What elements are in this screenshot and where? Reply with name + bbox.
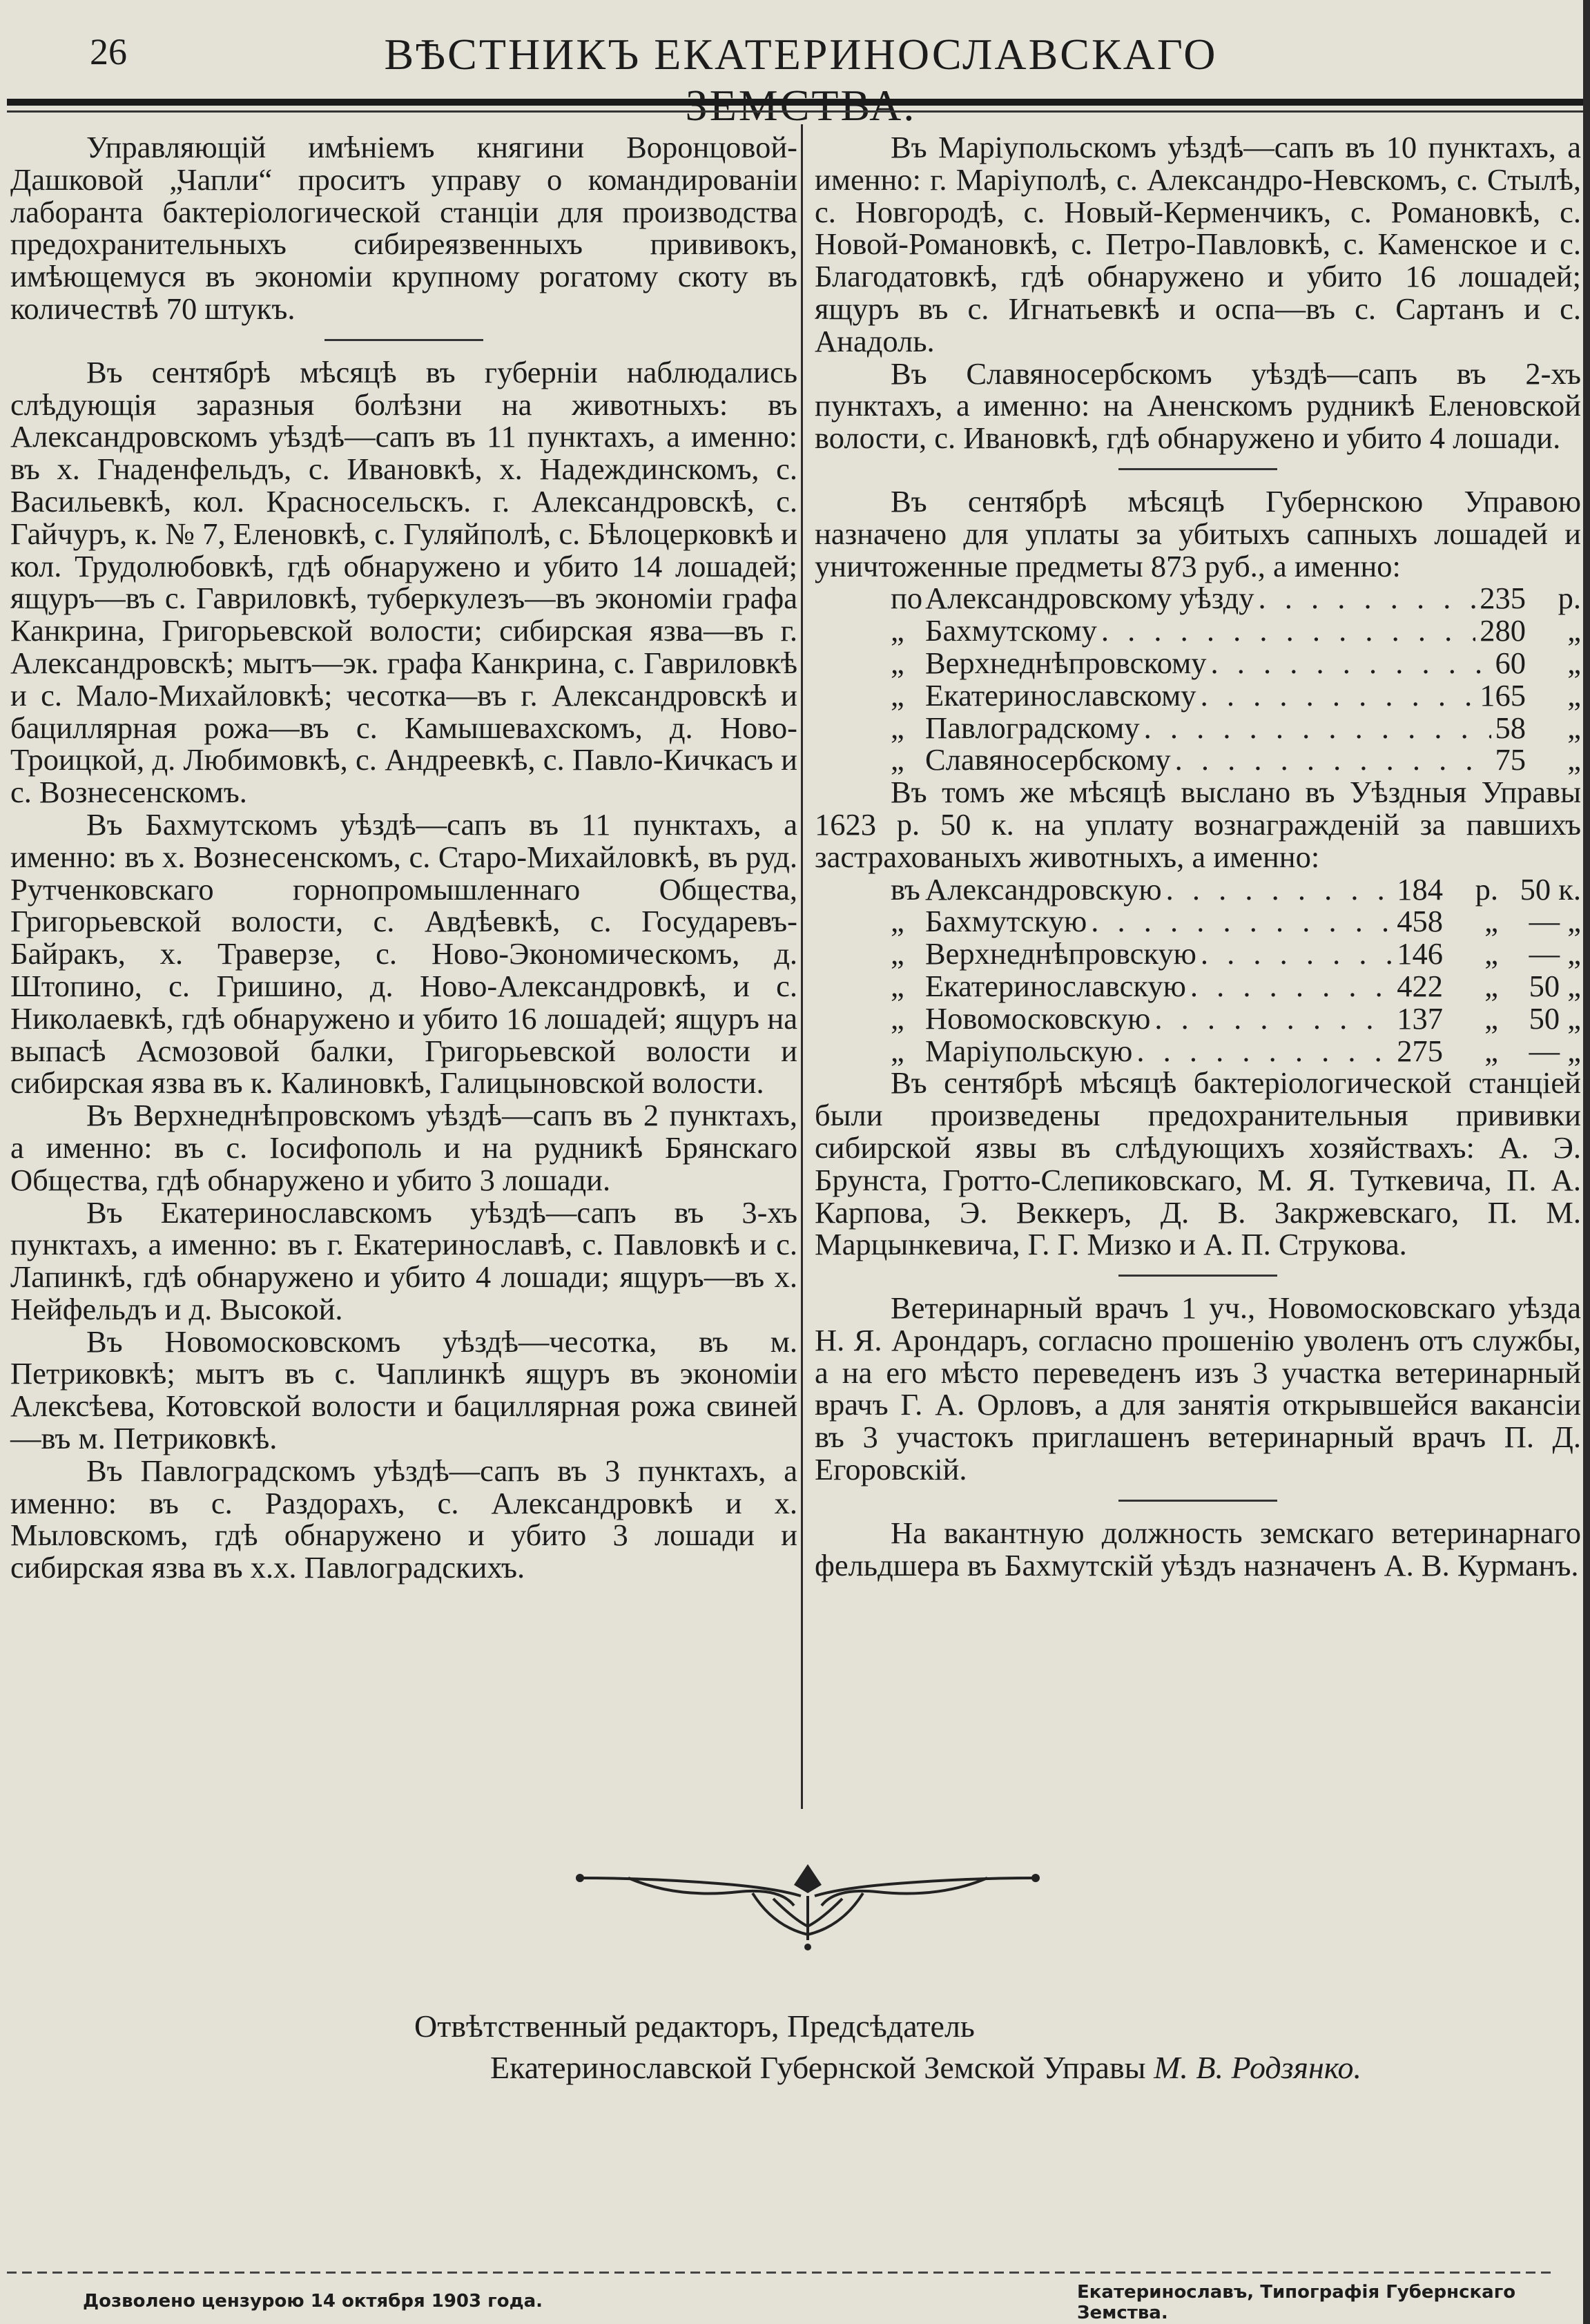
unit: „: [1567, 645, 1581, 680]
unit: „: [1484, 1000, 1498, 1036]
amount: 422: [1397, 968, 1443, 1003]
district-name: Екатеринославскую: [925, 968, 1186, 1003]
page-number: 26: [90, 31, 127, 72]
kopecks: — „: [1529, 904, 1581, 939]
column-divider: [801, 124, 803, 1809]
paragraph-feldsher: На вакантную должность земскаго ветеринарнаго фельдшера въ Бахмутскій уѣздъ назначенъ А. В. Курманъ.: [815, 1515, 1581, 1582]
paragraph-pavlograd: Въ Павлоградскомъ уѣздѣ—сапъ въ 3 пунктахъ, а именно: въ с. Раздорахъ, с. Александровкѣ и х. Мыловскомъ, гдѣ обнаружено и убито 3 лошади и сибирская язва въ х.х. Павлоградскихъ.: [10, 1453, 797, 1585]
amount: 280: [1480, 613, 1526, 648]
signature-line-1: Отвѣтственный редакторъ, Предсѣдатель: [414, 2008, 975, 2044]
list-item: [815, 1035, 1581, 1067]
unit: „: [1484, 1033, 1498, 1068]
paragraph-bakhmut: Въ Бахмутскомъ уѣздѣ—сапъ въ 11 пунктахъ, а именно: въ х. Вознесенскомъ, с. Старо-Михайловкѣ, въ руд. Рутченковскаго горнопромышленнаго Общества, Григорьевской волости, с. Авдѣевкѣ, с. Государевъ-Байракъ, х. Траверзе, с. Ново-Экономическомъ, д. Штопино, с. Гришино, д. Ново-Александровкѣ, и с. Николаевкѣ, гдѣ обнаружено и убито 16 лошадей; ящуръ на выпасѣ Асмозовой балки, Григорьевской волости и сибирская язва въ к. Калиновкѣ, Галицыновской волости.: [10, 806, 797, 1101]
leader-dots: [1154, 1003, 1393, 1035]
list-prefix: „: [891, 710, 904, 745]
list-prefix: „: [891, 968, 904, 1003]
amount: 58: [1495, 710, 1526, 745]
unit: р.: [1475, 871, 1498, 907]
leader-dots: [1211, 647, 1491, 679]
district-name: Бахмутскую: [925, 904, 1087, 939]
unit: „: [1567, 613, 1581, 648]
kopecks: 50 к.: [1520, 871, 1581, 907]
paragraph-payments-intro: Въ сентябрѣ мѣсяцѣ Губернскою Управою назначено для уплаты за убитыхъ сапныхъ лошадей и уничтоженные предметы 873 руб., а именно:: [815, 483, 1581, 583]
leader-dots: [1201, 938, 1393, 970]
paragraph-vet-transfer: Ветеринарный врачъ 1 уч., Новомосковскаго уѣзда Н. Я. Арондаръ, согласно прошенію уволенъ отъ службы, а на его мѣсто переведенъ изъ 3 участка ветеринарный врачъ Г. А. Орловъ, а для занятія открывшейся вакансіи въ 3 участокъ приглашенъ ветеринарный врачъ П. Д. Егоровскій.: [815, 1290, 1581, 1487]
unit: „: [1567, 742, 1581, 777]
leader-dots: [1144, 712, 1491, 744]
leader-dots: [1166, 873, 1393, 906]
paragraph-vorontsova-request: Управляющій имѣніемъ княгини Воронцовой-Дашковой „Чапли“ проситъ управу о командированіи лаборанта бактеріологической станціи для производства предохранительныхъ сибиреязвенныхъ прививокъ, имѣющемуся въ экономіи крупному рогатому скоту въ количествѣ 70 штукъ.: [10, 130, 797, 326]
list-prefix: „: [891, 613, 904, 648]
district-name: Верхнеднѣпровскому: [925, 645, 1207, 680]
signature-board: Екатеринославской Губернской Земской Управы: [490, 2050, 1146, 2085]
list-item: [815, 873, 1581, 906]
amount: 146: [1397, 936, 1443, 971]
leader-dots: [1101, 614, 1475, 647]
paragraph-novomoskovsk: Въ Новомосковскомъ уѣздѣ—чесотка, въ м. Петриковкѣ; мытъ въ с. Чаплинкѣ ящуръ въ экономіи Алексѣева, Котовской волости и бациллярная рожа свиней—въ м. Петриковкѣ.: [10, 1324, 797, 1456]
leader-dots: [1175, 744, 1491, 776]
leader-dots: [1091, 905, 1393, 938]
censorship-note: Дозволено цензурою 14 октября 1903 года.: [83, 2291, 543, 2312]
district-name: Александровскому уѣзду: [925, 581, 1254, 616]
unit: р.: [1558, 581, 1581, 616]
printer-note: Екатеринославъ, Типографія Губернскаго Земства.: [1077, 2282, 1516, 2323]
amount: 275: [1397, 1033, 1443, 1068]
list-prefix: „: [891, 1000, 904, 1036]
page-header: [0, 21, 1590, 104]
left-column: [10, 131, 797, 1584]
list-item: [815, 938, 1581, 970]
list-prefix: „: [891, 904, 904, 939]
list-item: [815, 679, 1581, 712]
editor-signature: [414, 2006, 1519, 2089]
journal-title: ВѢСТНИКЪ ЕКАТЕРИНОСЛАВСКАГО: [384, 30, 1218, 79]
unit: „: [1484, 904, 1498, 939]
payments-list: [815, 582, 1581, 776]
amount: 165: [1480, 677, 1526, 713]
district-name: Бахмутскому: [925, 613, 1097, 648]
district-name: Екатеринославскому: [925, 677, 1196, 713]
section-separator: [1118, 1500, 1277, 1502]
district-name: Александровскую: [925, 871, 1162, 907]
district-name: Маріупольскую: [925, 1033, 1133, 1068]
paragraph-diseases-alexandrovsk: Въ сентябрѣ мѣсяцѣ въ губерніи наблюдались слѣдующія заразныя болѣзни на животныхъ: въ Александровскомъ уѣздѣ—сапъ въ 11 пунктахъ, а именно: въ х. Гнаденфельдъ, с. Ивановкѣ, х. Надеждинскомъ, с. Васильевкѣ, кол. Красносельскъ. г. Александровскѣ, с. Гайчуръ, к. № 7, Еленовкѣ, с. Гуляйполѣ, с. Бѣлоцерковкѣ и кол. Трудолюбовкѣ, гдѣ обнаружено и убито 14 лошадей; ящуръ—въ с. Гавриловкѣ, туберкулезъ—въ экономіи графа Канкрина, Григорьевской волости; сибирская язва—въ г. Александровскѣ; мытъ—эк. графа Канкрина, с. Гавриловкѣ и с. Мало-Михайловкѣ; чесотка—въ г. Александровскѣ и бациллярная рожа—въ с. Камышевахскомъ, д. Ново-Троицкой, д. Любимовкѣ, с. Андреевкѣ, с. Павло-Кичкасъ и с. Вознесенскомъ.: [10, 354, 797, 810]
editor-name: М. В. Родзянко.: [1154, 2050, 1362, 2085]
list-item: [815, 1000, 1581, 1036]
paragraph-vaccinations: Въ сентябрѣ мѣсяцѣ бактеріологической станціей были произведены предохранительныя прививки сибирской язвы въ слѣдующихъ хозяйствахъ: А. Э. Брунста, Гротто-Слепиковскаго, М. Я. Туткевича, П. А. Карпова, Э. Веккеръ, Д. В. Закржевскаго, П. М. Марцынкевича, Г. Г. Мизко и А. П. Струкова.: [815, 1065, 1581, 1262]
leader-dots: [1259, 582, 1476, 614]
signature-line-2: [414, 2047, 1519, 2089]
list-prefix: „: [891, 936, 904, 971]
list-prefix: „: [891, 645, 904, 680]
amount: 137: [1397, 1000, 1443, 1036]
amount: 184: [1397, 871, 1443, 907]
unit: „: [1567, 710, 1581, 745]
amount: 235: [1480, 581, 1526, 616]
section-separator: [1118, 1275, 1277, 1277]
kopecks: — „: [1529, 936, 1581, 971]
footer-rule: [7, 2272, 1553, 2274]
unit: „: [1484, 936, 1498, 971]
list-prefix: „: [891, 742, 904, 777]
paragraph-mariupol: Въ Маріупольскомъ уѣздѣ—сапъ въ 10 пунктахъ, а именно: г. Маріуполѣ, с. Александро-Невскомъ, с. Стылѣ, с. Новгородѣ, с. Новый-Керменчикъ, с. Романовкѣ, с. Новой-Романовкѣ, с. Петро-Павловкѣ, с. Каменское и с. Благодатовкѣ, гдѣ обнаружено и убито 16 лошадей; ящуръ въ с. Игнатьевкѣ и оспа—въ с. Сартанъ и с. Анадоль.: [815, 130, 1581, 358]
amount: 60: [1495, 645, 1526, 680]
leader-dots: [1190, 970, 1393, 1003]
section-separator: [324, 339, 483, 341]
list-item: [815, 647, 1581, 679]
district-name: Павлоградскому: [925, 710, 1140, 745]
list-item: [815, 712, 1581, 744]
district-name: Славяносербскому: [925, 742, 1171, 777]
list-item: [815, 614, 1581, 647]
paragraph-ekaterinoslav: Въ Екатеринославскомъ уѣздѣ—сапъ въ 3-хъ пунктахъ, а именно: въ г. Екатеринославѣ, с. Павловкѣ и с. Лапинкѣ, гдѣ обнаружено и убито 4 лошади; ящуръ—въ х. Нейфельдъ и д. Высокой.: [10, 1194, 797, 1326]
leader-dots: [1136, 1035, 1393, 1067]
ornament-flourish-icon: [566, 1857, 1049, 1954]
leader-dots: [1201, 679, 1476, 712]
district-name: Верхнеднѣпровскую: [925, 936, 1196, 971]
list-item: [815, 582, 1581, 614]
kopecks: 50 „: [1529, 968, 1581, 1003]
amount: 458: [1397, 904, 1443, 939]
paragraph-rewards-intro: Въ томъ же мѣсяцѣ выслано въ Уѣздныя Управы 1623 р. 50 к. на уплату вознагражденій за павшихъ застрахованыхъ животныхъ, а именно:: [815, 775, 1581, 874]
list-prefix: въ: [891, 871, 920, 907]
page-edge-shadow: [1583, 0, 1590, 2324]
header-rule-thin: [7, 110, 1583, 113]
list-item: [815, 970, 1581, 1003]
rewards-list: [815, 873, 1581, 1067]
list-prefix: „: [891, 1033, 904, 1068]
kopecks: 50 „: [1529, 1000, 1581, 1036]
unit: „: [1567, 677, 1581, 713]
right-column: [815, 131, 1581, 1581]
header-rule-thick: [7, 99, 1583, 106]
paragraph-verkhnedneprovsk: Въ Верхнеднѣпровскомъ уѣздѣ—сапъ въ 2 пунктахъ, а именно: въ с. Іосифополь и на рудникѣ Брянскаго Общества, гдѣ обнаружено и убито 3 лошади.: [10, 1098, 797, 1197]
list-prefix: „: [891, 677, 904, 713]
paragraph-slavyanoserbsk: Въ Славяносербскомъ уѣздѣ—сапъ въ 2-хъ пунктахъ, а именно: на Аненскомъ рудникѣ Еленовской волости, с. Ивановкѣ, гдѣ обнаружено и убито 4 лошади.: [815, 356, 1581, 456]
amount: 75: [1495, 742, 1526, 777]
kopecks: — „: [1529, 1033, 1581, 1068]
list-item: [815, 905, 1581, 938]
list-item: [815, 744, 1581, 776]
list-prefix: по: [891, 581, 923, 616]
unit: „: [1484, 968, 1498, 1003]
section-separator: [1118, 468, 1277, 470]
district-name: Новомосковскую: [925, 1000, 1151, 1036]
